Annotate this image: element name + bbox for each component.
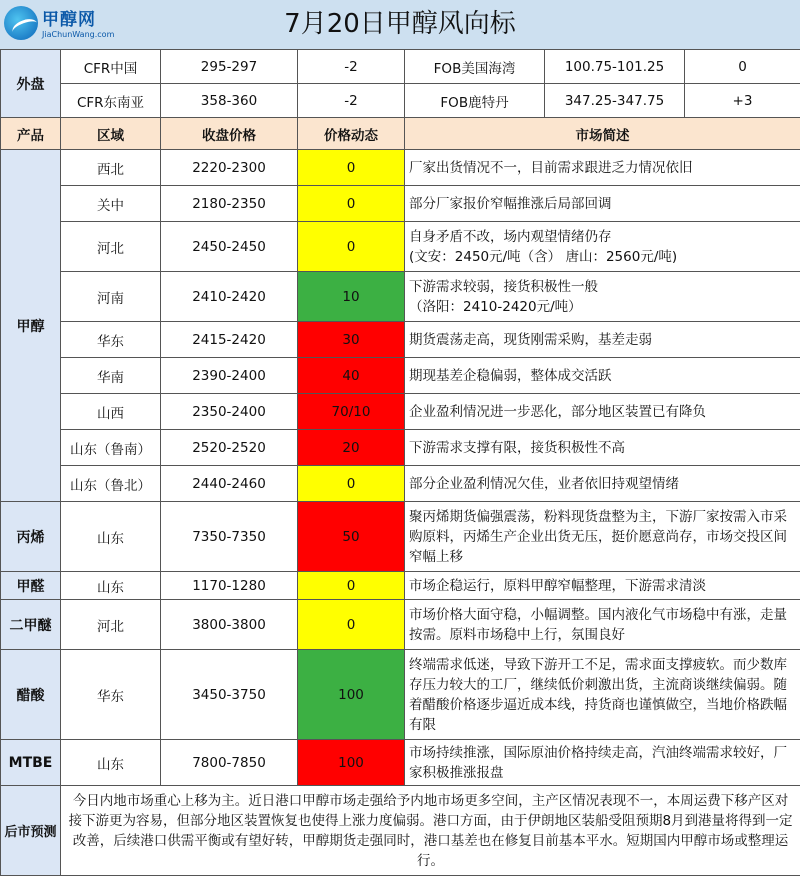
price-cell: 2440-2460 <box>161 466 298 502</box>
region-cell: 山西 <box>61 394 161 430</box>
product-row <box>1 272 800 322</box>
price-cell: 2415-2420 <box>161 322 298 358</box>
description-line: 市场持续推涨，国际原油价格持续走高，汽油终端需求较好，厂家积极推涨报盘 <box>409 744 787 781</box>
region-cell: 华东 <box>61 322 161 358</box>
product-row <box>1 322 800 358</box>
description-line: 部分厂家报价窄幅推涨后局部回调 <box>409 195 612 212</box>
region-cell: 山东 <box>61 740 161 786</box>
product-name: 甲醛 <box>1 572 61 600</box>
forecast-label: 后市预测 <box>1 786 61 876</box>
price-cell: 3800-3800 <box>161 600 298 650</box>
fob-change: +3 <box>685 84 800 118</box>
region-cell: 河北 <box>61 222 161 272</box>
description-cell <box>405 222 800 272</box>
change-cell: 0 <box>298 572 405 600</box>
region-cell: 山东（鲁南） <box>61 430 161 466</box>
change-cell: 0 <box>298 600 405 650</box>
price-cell: 2220-2300 <box>161 150 298 186</box>
change-cell: 40 <box>298 358 405 394</box>
product-name: MTBE <box>1 740 61 786</box>
price-cell: 2520-2520 <box>161 430 298 466</box>
description-line: 部分企业盈利情况欠佳，业者依旧持观望情绪 <box>409 475 679 492</box>
description-cell <box>405 502 800 572</box>
region-cell: 河北 <box>61 600 161 650</box>
description-line: 期货震荡走高，现货刚需采购，基差走弱 <box>409 331 652 348</box>
description-cell <box>405 322 800 358</box>
description-line: 期现基差企稳偏弱，整体成交活跃 <box>409 367 612 384</box>
outer-label: 外盘 <box>1 50 61 118</box>
product-row <box>1 394 800 430</box>
change-cell: 0 <box>298 150 405 186</box>
region-cell: 华东 <box>61 650 161 740</box>
outer-change: -2 <box>298 84 405 118</box>
region-cell: 华南 <box>61 358 161 394</box>
description-cell <box>405 272 800 322</box>
description-cell <box>405 740 800 786</box>
product-row <box>1 466 800 502</box>
product-row <box>1 186 800 222</box>
description-cell <box>405 600 800 650</box>
change-cell: 0 <box>298 186 405 222</box>
description-cell <box>405 650 800 740</box>
description-line: （洛阳：2410-2420元/吨） <box>409 298 582 315</box>
header-bar <box>0 0 800 50</box>
change-cell: 10 <box>298 272 405 322</box>
change-cell: 100 <box>298 740 405 786</box>
price-table <box>0 49 800 876</box>
outer-change: -2 <box>298 50 405 84</box>
description-cell <box>405 394 800 430</box>
change-cell: 50 <box>298 502 405 572</box>
product-name: 甲醇 <box>1 150 61 502</box>
region-cell: 山东（鲁北） <box>61 466 161 502</box>
description-line: 厂家出货情况不一，目前需求跟进乏力情况依旧 <box>409 159 693 176</box>
region-cell: 关中 <box>61 186 161 222</box>
logo-name: 甲醇网 <box>42 10 96 30</box>
page-title: 7月20日甲醇风向标 <box>284 9 516 39</box>
col-region: 区域 <box>61 118 161 150</box>
price-cell: 2350-2400 <box>161 394 298 430</box>
outer-region: CFR东南亚 <box>61 84 161 118</box>
product-name: 醋酸 <box>1 650 61 740</box>
description-line: 市场价格大面守稳，小幅调整。国内液化气市场稳中有涨，走量按需。原料市场稳中上行，氛围良好 <box>409 606 787 643</box>
product-row <box>1 358 800 394</box>
product-row <box>1 650 800 740</box>
description-cell <box>405 466 800 502</box>
region-cell: 西北 <box>61 150 161 186</box>
description-line: 自身矛盾不改，场内观望情绪仍存 <box>409 228 612 245</box>
col-price: 收盘价格 <box>161 118 298 150</box>
change-cell: 100 <box>298 650 405 740</box>
description-cell <box>405 186 800 222</box>
description-line: 聚丙烯期货偏强震荡，粉料现货盘整为主，下游厂家按需入市采购原料，丙烯生产企业出货无压，挺价愿意尚存，市场交投区间窄幅上移 <box>409 508 787 565</box>
price-cell: 2410-2420 <box>161 272 298 322</box>
product-row <box>1 222 800 272</box>
region-cell: 河南 <box>61 272 161 322</box>
description-line: 终端需求低迷，导致下游开工不足，需求面支撑疲软。而少数库存压力较大的工厂，继续低价刺激出货，主流商谈继续偏弱。随着醋酸价格逐步逼近成本线，持货商也谨慎做空，当地价格跌幅有限 <box>409 656 787 733</box>
outer-price: 358-360 <box>161 84 298 118</box>
description-line: 企业盈利情况进一步恶化，部分地区装置已有降负 <box>409 403 706 420</box>
col-change: 价格动态 <box>298 118 405 150</box>
fob-change: 0 <box>685 50 800 84</box>
outer-row <box>1 50 800 84</box>
change-cell: 70/10 <box>298 394 405 430</box>
price-cell: 2450-2450 <box>161 222 298 272</box>
price-cell: 1170-1280 <box>161 572 298 600</box>
product-row <box>1 572 800 600</box>
description-line: (文安：2450元/吨（含） 唐山：2560元/吨) <box>409 248 678 265</box>
region-cell: 山东 <box>61 572 161 600</box>
col-desc: 市场简述 <box>405 118 800 150</box>
product-name: 丙烯 <box>1 502 61 572</box>
product-row <box>1 502 800 572</box>
logo-site: JiaChunWang.com <box>42 30 115 39</box>
fob-region: FOB鹿特丹 <box>405 84 545 118</box>
description-cell <box>405 430 800 466</box>
outer-region: CFR中国 <box>61 50 161 84</box>
change-cell: 30 <box>298 322 405 358</box>
description-cell <box>405 150 800 186</box>
price-cell: 3450-3750 <box>161 650 298 740</box>
forecast-text: 今日内地市场重心上移为主。近日港口甲醇市场走强给予内地市场更多空间，主产区情况表现不一，本周运费下移产区对接下游更为容易，但部分地区装置恢复也使得上涨力度偏弱。港口方面，由于伊朗地区装船受阻预期8月到港量将得到一定改善，后续港口供需平衡或有望好转，甲醇期货走强同时，港口基差也在修复目前基本平水。短期国内甲醇市场或整理运行。 <box>61 786 800 876</box>
price-cell: 2390-2400 <box>161 358 298 394</box>
column-header-row <box>1 118 800 150</box>
forecast-row <box>1 786 800 876</box>
description-cell <box>405 358 800 394</box>
change-cell: 0 <box>298 466 405 502</box>
price-cell: 7800-7850 <box>161 740 298 786</box>
description-line: 下游需求支撑有限，接货积极性不高 <box>409 439 625 456</box>
fob-price: 100.75-101.25 <box>545 50 685 84</box>
price-cell: 7350-7350 <box>161 502 298 572</box>
price-cell: 2180-2350 <box>161 186 298 222</box>
outer-price: 295-297 <box>161 50 298 84</box>
product-row <box>1 740 800 786</box>
fob-price: 347.25-347.75 <box>545 84 685 118</box>
description-line: 下游需求较弱，接货积极性一般 <box>409 278 598 295</box>
change-cell: 20 <box>298 430 405 466</box>
outer-row <box>1 84 800 118</box>
change-cell: 0 <box>298 222 405 272</box>
description-cell <box>405 572 800 600</box>
product-row <box>1 600 800 650</box>
product-name: 二甲醚 <box>1 600 61 650</box>
region-cell: 山东 <box>61 502 161 572</box>
fob-region: FOB美国海湾 <box>405 50 545 84</box>
description-line: 市场企稳运行，原料甲醇窄幅整理，下游需求清淡 <box>409 577 706 594</box>
col-product: 产品 <box>1 118 61 150</box>
product-row <box>1 150 800 186</box>
product-row <box>1 430 800 466</box>
